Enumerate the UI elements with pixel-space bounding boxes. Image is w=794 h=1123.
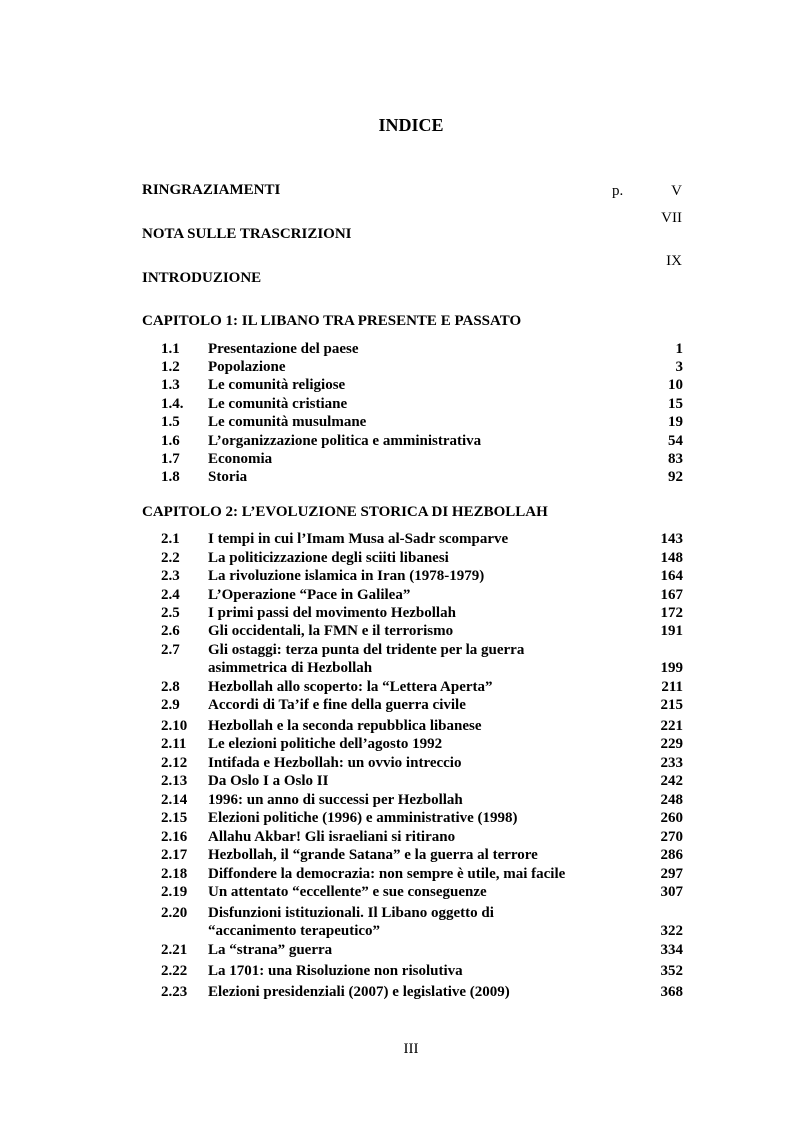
toc-row[interactable] bbox=[0, 865, 794, 883]
toc-row[interactable] bbox=[0, 622, 794, 640]
section-title: La politicizzazione degli sciiti libanesi bbox=[208, 550, 449, 566]
section-page: 211 bbox=[661, 679, 683, 695]
section-page: 229 bbox=[660, 736, 683, 752]
toc-row[interactable] bbox=[0, 846, 794, 864]
section-number: 2.15 bbox=[161, 810, 188, 826]
toc-row[interactable] bbox=[0, 983, 794, 1001]
toc-row[interactable] bbox=[0, 376, 794, 394]
section-title: Diffondere la democrazia: non sempre è utile, mai facile bbox=[208, 866, 566, 882]
section-number: 2.10 bbox=[161, 718, 188, 734]
section-page: 215 bbox=[660, 697, 683, 713]
page-title: INDICE bbox=[378, 115, 444, 135]
section-page: 83 bbox=[668, 451, 683, 467]
section-number: 1.8 bbox=[161, 469, 180, 485]
section-page: 334 bbox=[660, 942, 683, 958]
toc-page-ringraziamenti: V bbox=[671, 183, 682, 199]
section-title: Hezbollah, il “grande Satana” e la guerra al terrore bbox=[208, 847, 538, 863]
section-number: 2.5 bbox=[161, 605, 180, 621]
page-prefix: p. bbox=[612, 183, 624, 199]
section-title: La rivoluzione islamica in Iran (1978-1979) bbox=[208, 568, 485, 584]
toc-row[interactable] bbox=[0, 586, 794, 604]
section-page: 307 bbox=[660, 884, 683, 900]
section-page: 248 bbox=[660, 792, 683, 808]
section-title: Allahu Akbar! Gli israeliani si ritirano bbox=[208, 829, 456, 845]
section-title: L’Operazione “Pace in Galilea” bbox=[208, 587, 411, 603]
section-page: 242 bbox=[660, 773, 683, 789]
section-page: 1 bbox=[675, 341, 683, 357]
section-title: Le comunità cristiane bbox=[208, 396, 348, 412]
section-number: 2.1 bbox=[161, 531, 180, 547]
section-title: Le comunità musulmane bbox=[208, 414, 367, 430]
section-page: 368 bbox=[660, 984, 683, 1000]
section-title: Accordi di Ta’if e fine della guerra civile bbox=[208, 697, 466, 713]
toc-row[interactable] bbox=[0, 413, 794, 431]
section-number: 2.11 bbox=[161, 736, 187, 752]
section-title: Hezbollah allo scoperto: la “Lettera Aperta” bbox=[208, 679, 493, 695]
toc-row[interactable] bbox=[0, 941, 794, 959]
section-page: 15 bbox=[668, 396, 683, 412]
toc-row[interactable] bbox=[0, 641, 794, 659]
section-page: 270 bbox=[660, 829, 683, 845]
section-title: Popolazione bbox=[208, 359, 286, 375]
toc-row[interactable] bbox=[0, 791, 794, 809]
toc-row[interactable] bbox=[0, 678, 794, 696]
section-page: 221 bbox=[660, 718, 683, 734]
section-number: 1.3 bbox=[161, 377, 180, 393]
section-title: 1996: un anno di successi per Hezbollah bbox=[208, 792, 463, 808]
toc-row[interactable] bbox=[0, 904, 794, 922]
section-title: Un attentato “eccellente” e sue conseguenze bbox=[208, 884, 487, 900]
section-number: 2.2 bbox=[161, 550, 180, 566]
section-page: 172 bbox=[660, 605, 683, 621]
section-page: 297 bbox=[660, 866, 683, 882]
section-title: Storia bbox=[208, 469, 248, 485]
toc-row[interactable] bbox=[0, 468, 794, 486]
section-title: I primi passi del movimento Hezbollah bbox=[208, 605, 456, 621]
toc-page-introduzione: IX bbox=[666, 253, 682, 269]
toc-row[interactable] bbox=[0, 883, 794, 901]
toc-row-continuation[interactable] bbox=[0, 922, 794, 940]
section-number: 2.4 bbox=[161, 587, 180, 603]
section-page: 92 bbox=[668, 469, 683, 485]
section-number: 2.13 bbox=[161, 773, 188, 789]
toc-row[interactable] bbox=[0, 340, 794, 358]
section-number: 2.6 bbox=[161, 623, 180, 639]
section-title: Elezioni presidenziali (2007) e legislative (2009) bbox=[208, 984, 510, 1000]
section-page: 322 bbox=[660, 923, 683, 939]
section-number: 1.6 bbox=[161, 433, 180, 449]
toc-row[interactable] bbox=[0, 717, 794, 735]
section-number: 2.3 bbox=[161, 568, 180, 584]
toc-row-continuation[interactable] bbox=[0, 659, 794, 677]
section-title: La 1701: una Risoluzione non risolutiva bbox=[208, 963, 463, 979]
section-number: 2.14 bbox=[161, 792, 188, 808]
toc-row[interactable] bbox=[0, 735, 794, 753]
section-page: 19 bbox=[668, 414, 683, 430]
section-page: 167 bbox=[660, 587, 683, 603]
section-page: 352 bbox=[660, 963, 683, 979]
section-number: 2.22 bbox=[161, 963, 188, 979]
section-page: 199 bbox=[660, 660, 683, 676]
toc-row[interactable] bbox=[0, 549, 794, 567]
section-page: 286 bbox=[660, 847, 683, 863]
toc-row[interactable] bbox=[0, 432, 794, 450]
section-number: 2.17 bbox=[161, 847, 188, 863]
section-title: Le elezioni politiche dell’agosto 1992 bbox=[208, 736, 443, 752]
section-page: 148 bbox=[660, 550, 683, 566]
section-title: Intifada e Hezbollah: un ovvio intreccio bbox=[208, 755, 462, 771]
toc-row[interactable] bbox=[0, 604, 794, 622]
section-page: 3 bbox=[675, 359, 683, 375]
section-title: I tempi in cui l’Imam Musa al-Sadr scomparve bbox=[208, 531, 509, 547]
section-title: Disfunzioni istituzionali. Il Libano oggetto di bbox=[208, 905, 494, 921]
chapter-1-heading[interactable]: CAPITOLO 1: IL LIBANO TRA PRESENTE E PASSATO bbox=[142, 313, 522, 329]
section-title: Gli occidentali, la FMN e il terrorismo bbox=[208, 623, 454, 639]
section-title: Presentazione del paese bbox=[208, 341, 359, 357]
section-page: 143 bbox=[660, 531, 683, 547]
toc-row[interactable] bbox=[0, 809, 794, 827]
section-number: 2.7 bbox=[161, 642, 180, 658]
section-number: 1.4. bbox=[161, 396, 184, 412]
toc-front-ringraziamenti[interactable]: RINGRAZIAMENTI bbox=[142, 182, 281, 198]
section-number: 2.20 bbox=[161, 905, 188, 921]
section-title: L’organizzazione politica e amministrativa bbox=[208, 433, 482, 449]
section-number: 1.7 bbox=[161, 451, 180, 467]
section-number: 1.2 bbox=[161, 359, 180, 375]
toc-front-introduzione[interactable]: INTRODUZIONE bbox=[142, 270, 262, 286]
section-page: 10 bbox=[668, 377, 683, 393]
toc-row[interactable] bbox=[0, 567, 794, 585]
section-title-continued: asimmetrica di Hezbollah bbox=[208, 660, 373, 676]
section-title: Gli ostaggi: terza punta del tridente per la guerra bbox=[208, 642, 525, 658]
page-number: III bbox=[403, 1041, 419, 1057]
section-number: 2.8 bbox=[161, 679, 180, 695]
section-page: 233 bbox=[660, 755, 683, 771]
section-page: 54 bbox=[668, 433, 683, 449]
section-title: Economia bbox=[208, 451, 273, 467]
toc-row[interactable] bbox=[0, 530, 794, 548]
section-title-continued: “accanimento terapeutico” bbox=[208, 923, 381, 939]
toc-row[interactable] bbox=[0, 696, 794, 714]
toc-row[interactable] bbox=[0, 828, 794, 846]
toc-row[interactable] bbox=[0, 962, 794, 980]
section-title: Le comunità religiose bbox=[208, 377, 346, 393]
section-title: Elezioni politiche (1996) e amministrative (1998) bbox=[208, 810, 518, 826]
section-title: Hezbollah e la seconda repubblica libanese bbox=[208, 718, 482, 734]
section-number: 2.19 bbox=[161, 884, 188, 900]
toc-page-nota: VII bbox=[661, 210, 682, 226]
section-page: 260 bbox=[660, 810, 683, 826]
chapter-2-heading[interactable]: CAPITOLO 2: L’EVOLUZIONE STORICA DI HEZBOLLAH bbox=[142, 504, 548, 520]
section-number: 2.23 bbox=[161, 984, 188, 1000]
section-number: 2.12 bbox=[161, 755, 188, 771]
section-title: Da Oslo I a Oslo II bbox=[208, 773, 329, 789]
section-number: 2.18 bbox=[161, 866, 188, 882]
section-number: 2.21 bbox=[161, 942, 188, 958]
toc-front-nota[interactable]: NOTA SULLE TRASCRIZIONI bbox=[142, 226, 352, 242]
section-page: 164 bbox=[660, 568, 683, 584]
section-page: 191 bbox=[660, 623, 683, 639]
section-number: 2.16 bbox=[161, 829, 188, 845]
section-title: La “strana” guerra bbox=[208, 942, 333, 958]
section-number: 2.9 bbox=[161, 697, 180, 713]
toc-row[interactable] bbox=[0, 754, 794, 772]
toc-row[interactable] bbox=[0, 450, 794, 468]
toc-row[interactable] bbox=[0, 395, 794, 413]
section-number: 1.1 bbox=[161, 341, 180, 357]
toc-row[interactable] bbox=[0, 772, 794, 790]
section-number: 1.5 bbox=[161, 414, 180, 430]
toc-row[interactable] bbox=[0, 358, 794, 376]
